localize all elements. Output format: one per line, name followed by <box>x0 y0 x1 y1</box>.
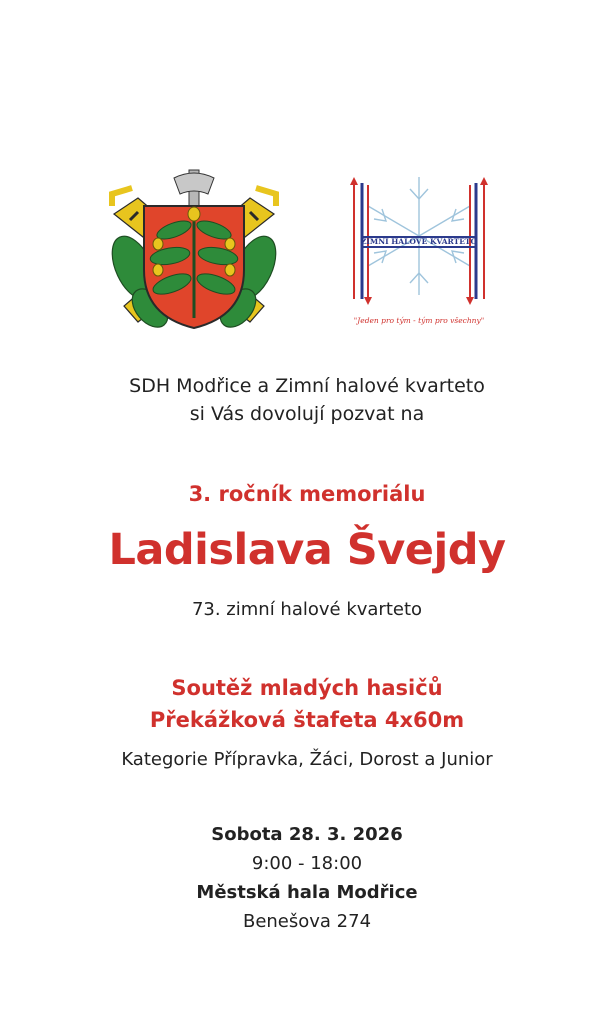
logos-row <box>0 168 614 338</box>
kvarteto-logo <box>344 171 494 336</box>
zimni-halove-kvarteto-logo-icon <box>344 171 494 336</box>
kvarteto-logo-name: ZIMNÍ HALOVÉ KVARTETO <box>360 237 478 246</box>
event-date: Sobota 28. 3. 2026 <box>211 824 403 845</box>
kvarteto-logo-motto: "Jeden pro tým - tým pro všechny" <box>353 316 485 325</box>
event-subtitle: 3. ročník memoriálu <box>188 482 426 506</box>
event-time: 9:00 - 18:00 <box>251 853 363 874</box>
invitation-text <box>0 372 614 428</box>
competition-title <box>0 672 614 736</box>
invite-line-1: SDH Modřice a Zimní halové kvarteto <box>129 375 485 397</box>
event-venue: Městská hala Modřice <box>196 882 418 903</box>
competition-categories: Kategorie Přípravka, Žáci, Dorost a Junior <box>121 749 493 770</box>
competition-line-1: Soutěž mladých hasičů <box>171 676 443 700</box>
invite-line-2: si Vás dovolují pozvat na <box>189 403 425 425</box>
event-name: Ladislava Švejdy <box>108 525 506 575</box>
fire-brigade-crest-icon <box>108 168 280 330</box>
event-address: Benešova 274 <box>242 911 372 932</box>
event-edition: 73. zimní halové kvarteto <box>191 599 423 620</box>
event-details <box>0 820 614 936</box>
competition-line-2: Překážková štafeta 4x60m <box>149 708 465 732</box>
